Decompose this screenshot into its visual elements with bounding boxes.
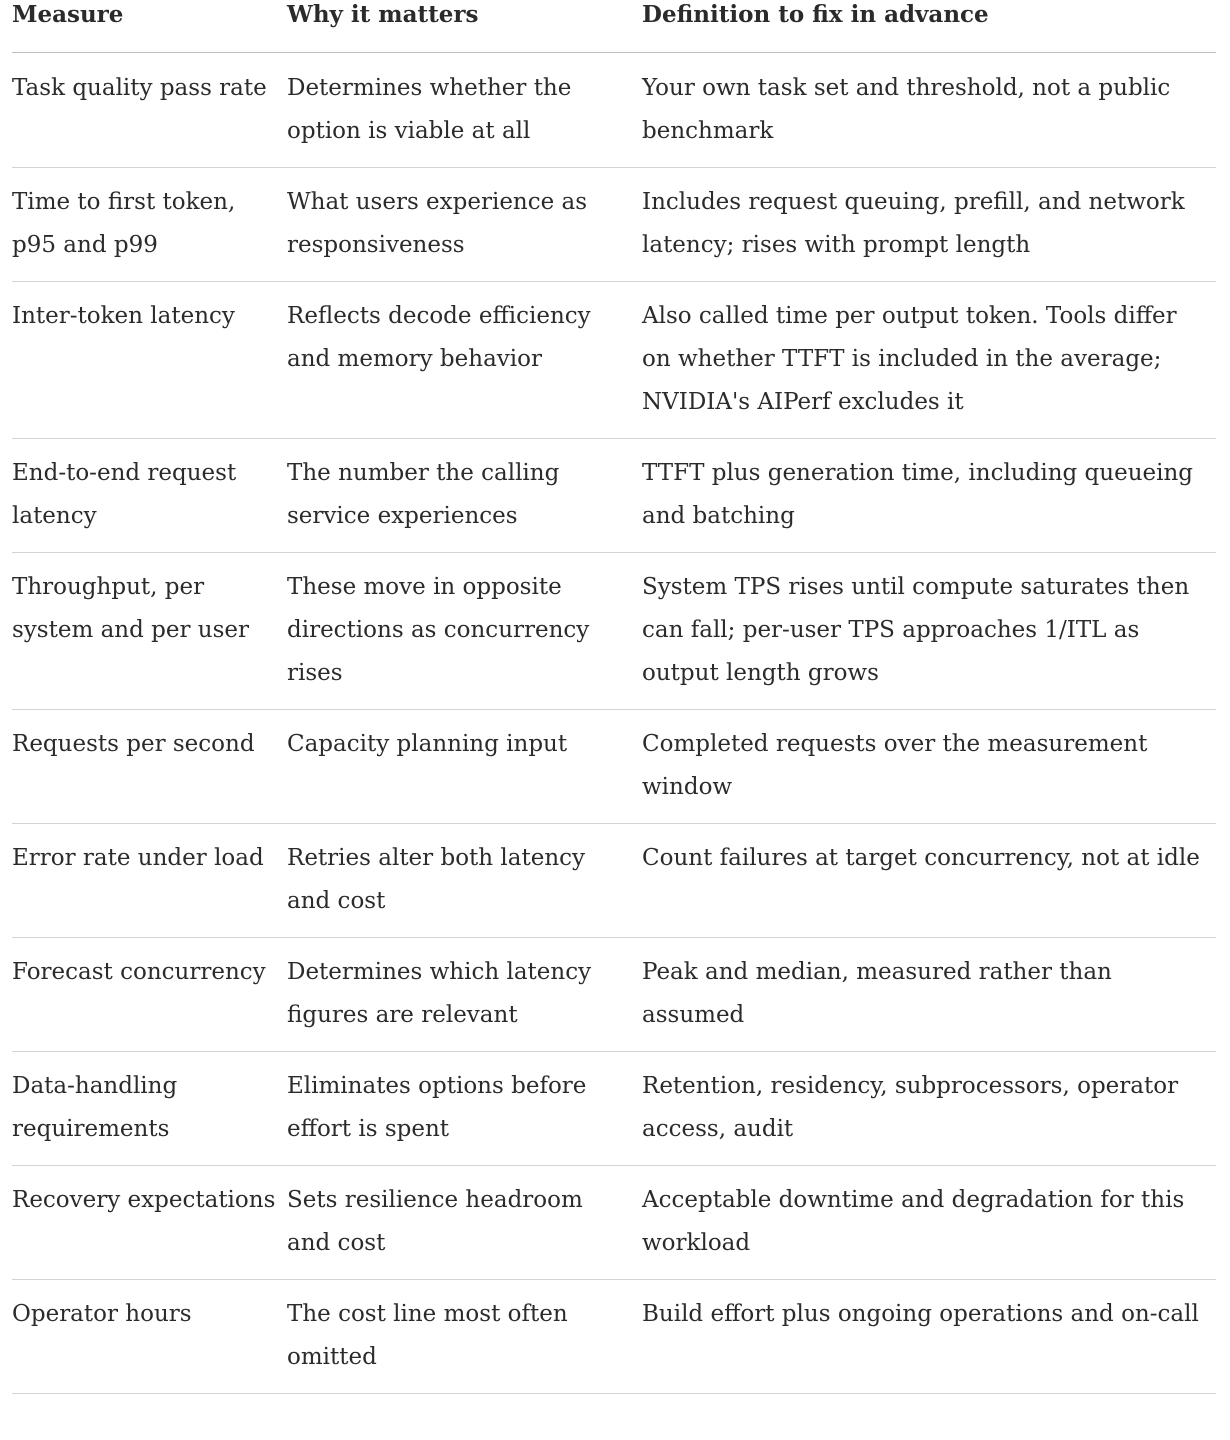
cell-measure: Data-handling requirements — [12, 1052, 287, 1166]
cell-definition: Count failures at target concurrency, not at idle — [642, 824, 1216, 938]
table-row — [12, 168, 1216, 282]
cell-why: What users experience as responsiveness — [287, 168, 642, 282]
cell-why: The cost line most often omitted — [287, 1280, 642, 1394]
table-row — [12, 282, 1216, 439]
cell-why: Retries alter both latency and cost — [287, 824, 642, 938]
cell-why: Capacity planning input — [287, 710, 642, 824]
cell-why: These move in opposite directions as concurrency rises — [287, 553, 642, 710]
cell-why: Determines whether the option is viable at all — [287, 53, 642, 168]
cell-definition: Build effort plus ongoing operations and on-call — [642, 1280, 1216, 1394]
table-row — [12, 1280, 1216, 1394]
cell-definition: Completed requests over the measurement window — [642, 710, 1216, 824]
table-row — [12, 938, 1216, 1052]
cell-why: Determines which latency figures are relevant — [287, 938, 642, 1052]
cell-measure: Operator hours — [12, 1280, 287, 1394]
table-row — [12, 553, 1216, 710]
cell-definition: Acceptable downtime and degradation for this workload — [642, 1166, 1216, 1280]
table-row — [12, 439, 1216, 553]
cell-measure: Forecast concurrency — [12, 938, 287, 1052]
cell-definition: Also called time per output token. Tools differ on whether TTFT is included in the average; NVIDIA's AIPerf excludes it — [642, 282, 1216, 439]
column-header-definition: Definition to fix in advance — [642, 0, 1216, 53]
header-row — [12, 0, 1216, 53]
table-row — [12, 1166, 1216, 1280]
cell-definition: Peak and median, measured rather than assumed — [642, 938, 1216, 1052]
cell-why: Reflects decode efficiency and memory behavior — [287, 282, 642, 439]
cell-definition: TTFT plus generation time, including queueing and batching — [642, 439, 1216, 553]
cell-definition: Retention, residency, subprocessors, operator access, audit — [642, 1052, 1216, 1166]
cell-definition: System TPS rises until compute saturates then can fall; per-user TPS approaches 1/ITL as output length grows — [642, 553, 1216, 710]
cell-measure: Error rate under load — [12, 824, 287, 938]
table-row — [12, 824, 1216, 938]
cell-why: Eliminates options before effort is spent — [287, 1052, 642, 1166]
column-header-why-it-matters: Why it matters — [287, 0, 642, 53]
cell-measure: Recovery expectations — [12, 1166, 287, 1280]
cell-definition: Includes request queuing, prefill, and network latency; rises with prompt length — [642, 168, 1216, 282]
cell-measure: Inter-token latency — [12, 282, 287, 439]
cell-definition: Your own task set and threshold, not a public benchmark — [642, 53, 1216, 168]
column-header-measure: Measure — [12, 0, 287, 53]
cell-measure: Throughput, per system and per user — [12, 553, 287, 710]
cell-measure: End-to-end request latency — [12, 439, 287, 553]
cell-measure: Task quality pass rate — [12, 53, 287, 168]
cell-measure: Time to first token, p95 and p99 — [12, 168, 287, 282]
cell-why: Sets resilience headroom and cost — [287, 1166, 642, 1280]
cell-why: The number the calling service experiences — [287, 439, 642, 553]
cell-measure: Requests per second — [12, 710, 287, 824]
table-row — [12, 710, 1216, 824]
measures-table — [12, 0, 1216, 1394]
table-row — [12, 1052, 1216, 1166]
table-row — [12, 53, 1216, 168]
